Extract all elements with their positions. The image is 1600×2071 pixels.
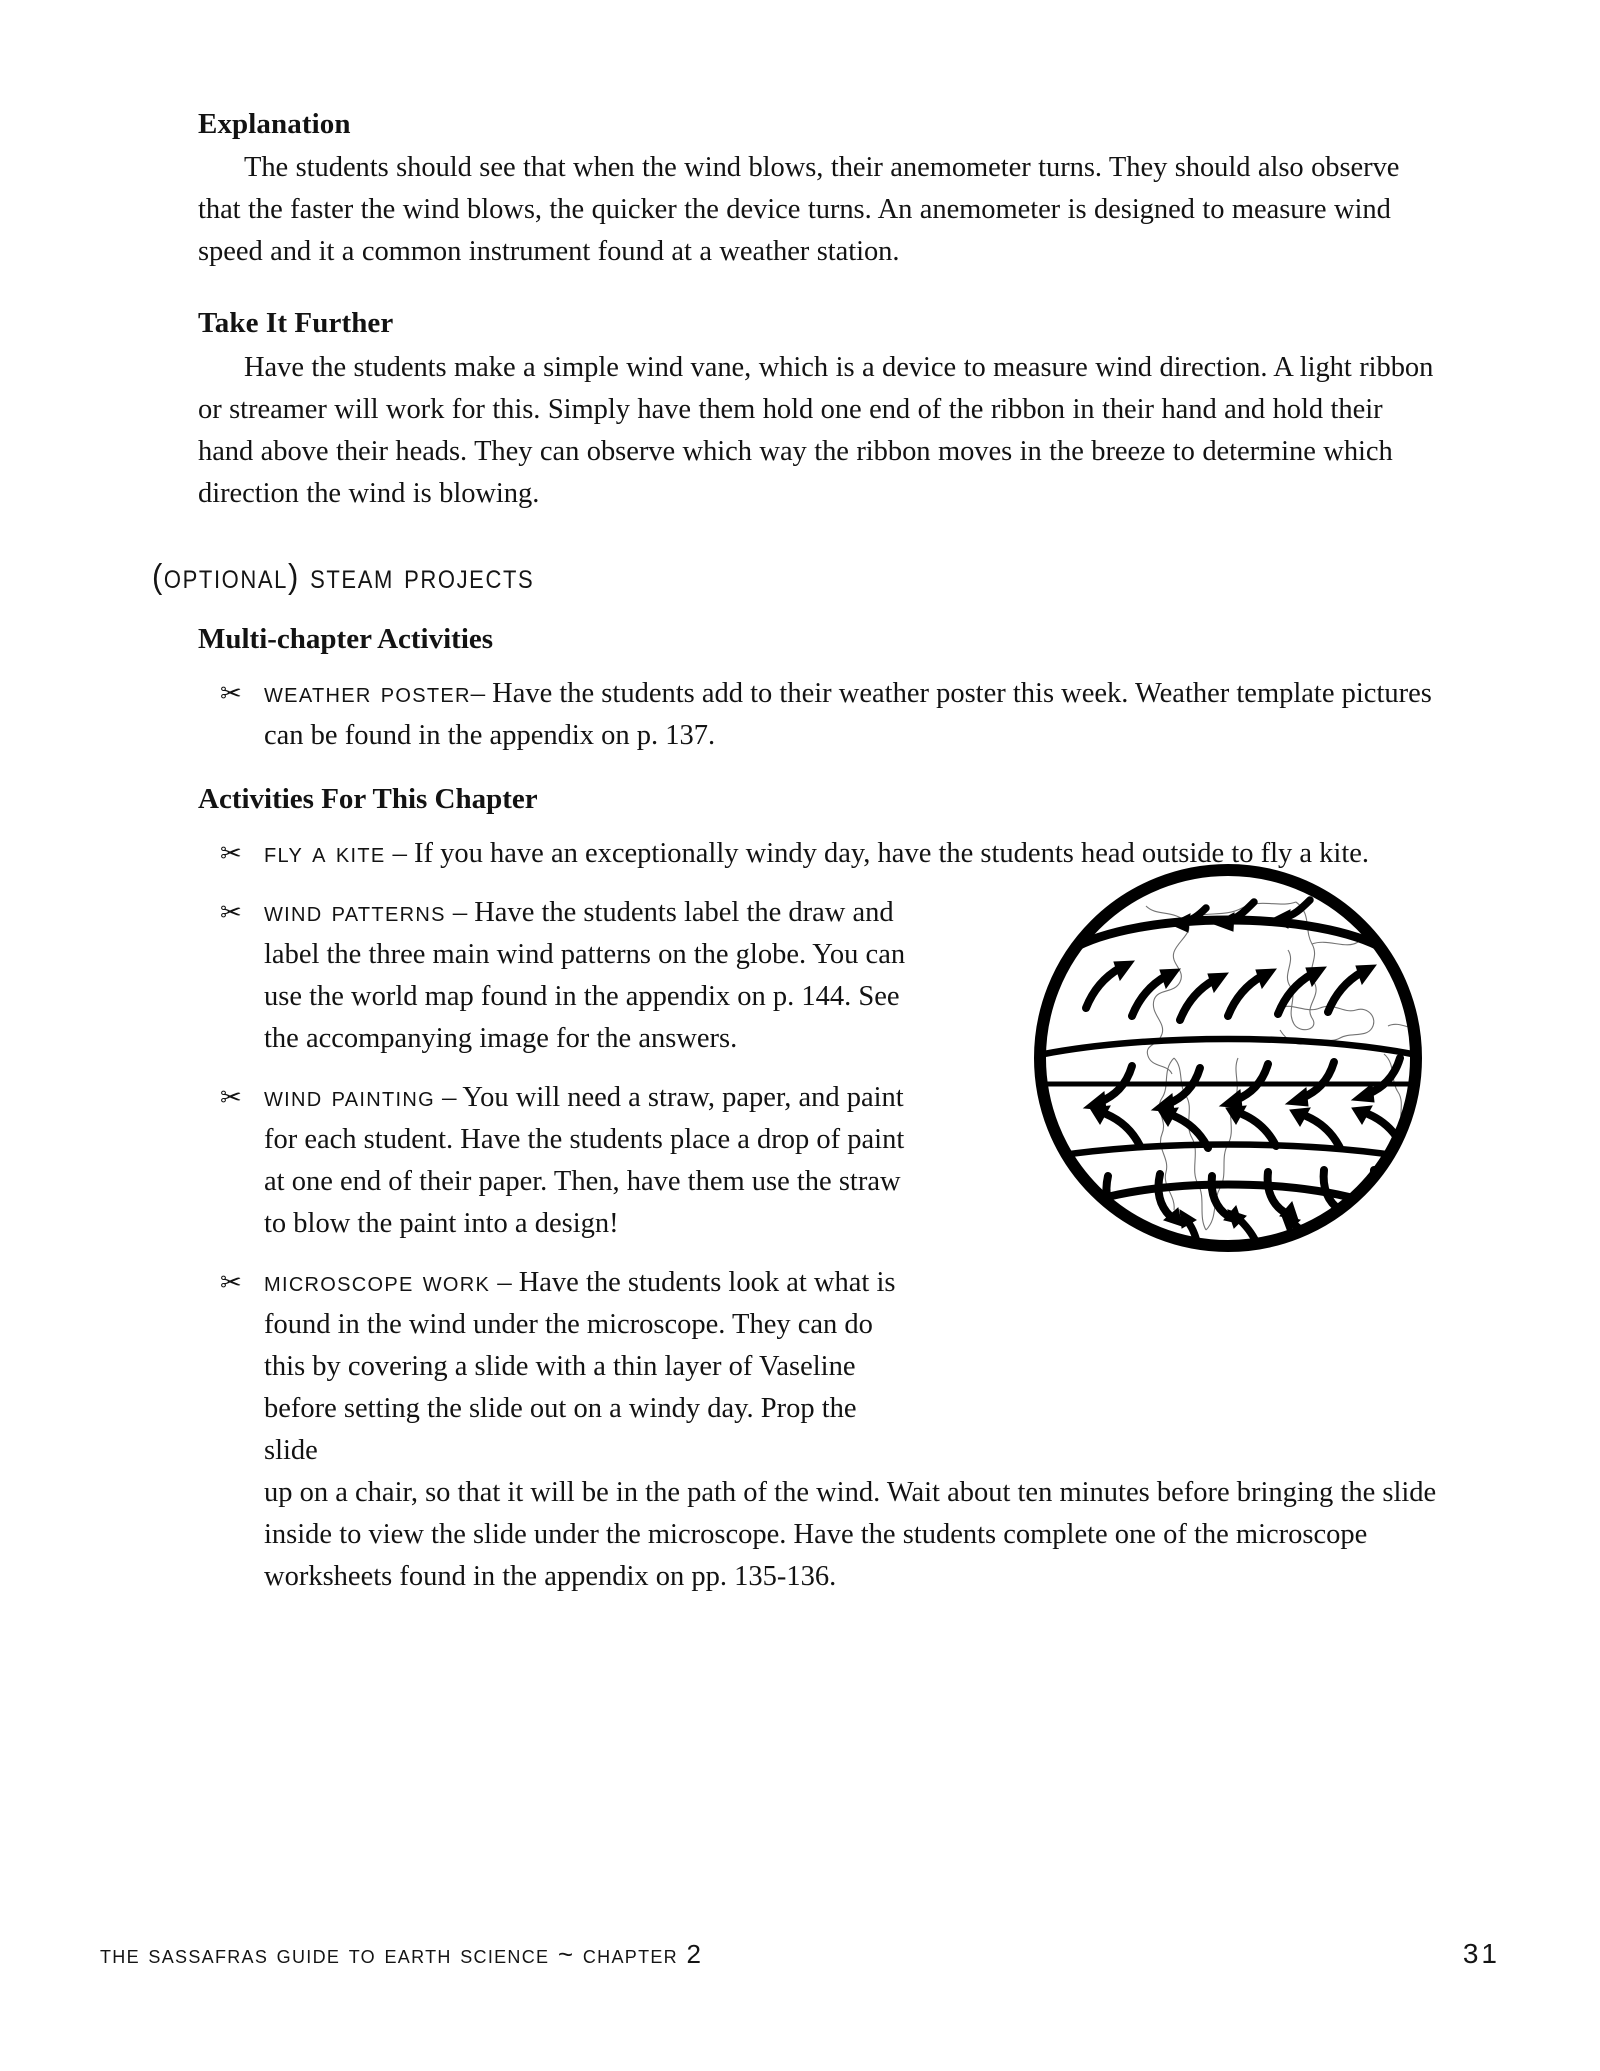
heading-explanation: Explanation [198, 108, 351, 140]
heading-activities-for-this-chapter: Activities For This Chapter [198, 782, 538, 815]
activity-title: wind painting [264, 1080, 435, 1112]
activity-title: fly a kite [264, 836, 386, 868]
scissors-bullet-icon: ✂ [220, 838, 242, 869]
footer-book-title: the sassafras guide to earth science ~ chapter 2 [100, 1939, 703, 1969]
activity-dash: – [392, 837, 407, 869]
page-content [152, 108, 1443, 1598]
activity-title: weather poster [264, 676, 471, 708]
heading-steam-projects: (optional) steam projects [152, 556, 535, 596]
activity-title: wind patterns [264, 895, 446, 927]
paragraph-take-it-further: Have the students make a simple wind vane, which is a device to measure wind direction. A light ribbon or streamer will work for this. Simply have them hold one end of the ribbon in their hand and hold their hand above their heads. They can observe which way the ribbon moves in the breeze to determine which direction the wind is blowing. [198, 351, 1434, 509]
heading-take-it-further: Take It Further [198, 307, 394, 340]
activity-dash: – [497, 1266, 512, 1298]
activity-dash: – [452, 896, 468, 928]
list-item [198, 1261, 914, 1472]
activity-text: If you have an exceptionally windy day, have the students head outside to fly a kite. [414, 837, 1370, 869]
globe-wind-patterns-diagram [1028, 858, 1428, 1258]
scissors-bullet-icon: ✂ [220, 678, 242, 709]
scissors-bullet-icon: ✂ [220, 897, 242, 928]
activity-dash: – [470, 677, 485, 709]
activity-text: Have the students add to their weather poster this week. Weather template pictures can be found in the appendix on p. 137. [264, 677, 1432, 751]
activity-text: Have the students look at what is found in the wind under the microscope. They can do this by covering a slide with a thin layer of Vaseline before setting the slide out on a windy day. Prop the slide [264, 1266, 896, 1466]
list-item [198, 1076, 914, 1245]
activity-title: microscope work [264, 1265, 491, 1297]
list-item [198, 672, 1443, 757]
list-item [198, 891, 914, 1060]
activity-text-continuation: up on a chair, so that it will be in the path of the wind. Wait about ten minutes before bringing the slide inside to view the slide under the microscope. Have the students complete one of the microscope worksheets found in the appendix on pp. 135-136. [264, 1476, 1437, 1592]
scissors-bullet-icon: ✂ [220, 1082, 242, 1113]
scissors-bullet-icon: ✂ [220, 1267, 242, 1298]
paragraph-explanation: The students should see that when the wind blows, their anemometer turns. They should also observe that the faster the wind blows, the quicker the device turns. An anemometer is designed to measure wind speed and it a common instrument found at a weather station. [198, 152, 1400, 268]
page-footer [100, 1938, 1500, 1970]
activity-text: Have the students label the draw and label the three main wind patterns on the globe. You can use the world map found in the appendix on p. 144. See the accompanying image for the answers. [264, 896, 906, 1054]
activity-dash: – [442, 1081, 457, 1113]
heading-multi-chapter-activities: Multi-chapter Activities [198, 622, 494, 655]
activity-text: You will need a straw, paper, and paint for each student. Have the students place a drop of paint at one end of their paper. Then, have them use the straw to blow the paint into a design! [264, 1081, 905, 1239]
footer-page-number: 31 [1462, 1938, 1500, 1969]
